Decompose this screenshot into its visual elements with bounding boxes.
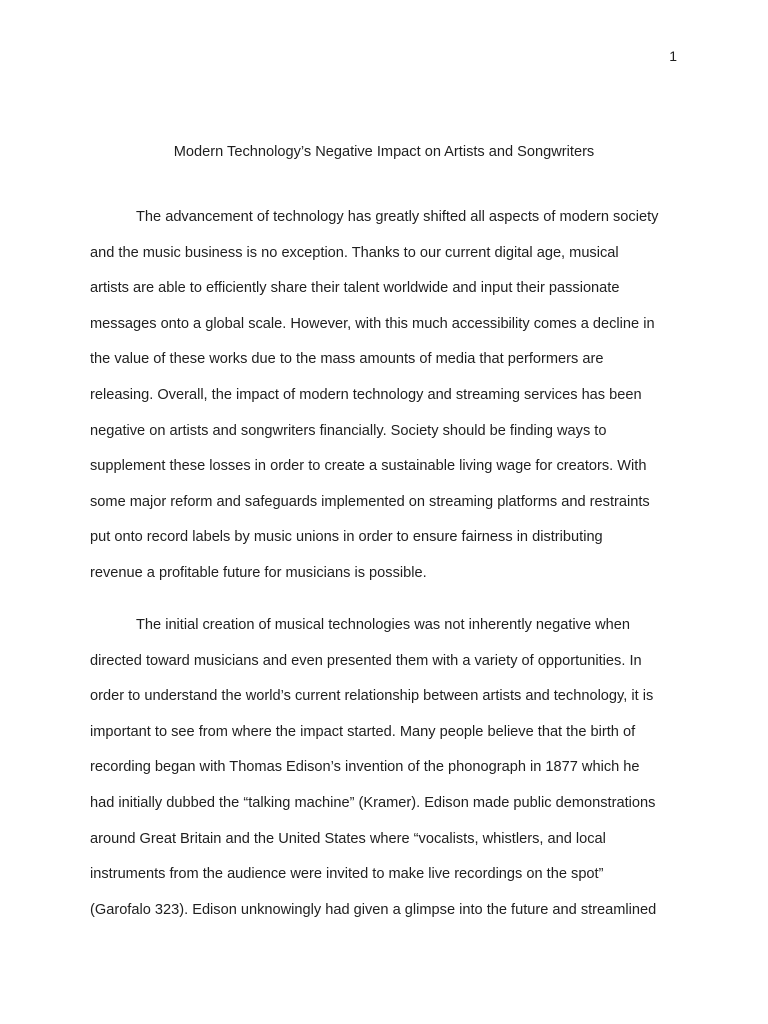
paragraph-line: some major reform and safeguards implemented on streaming platforms and restraints [90,493,650,510]
paragraph-line: instruments from the audience were invited to make live recordings on the spot” [90,866,604,883]
paragraph-line: revenue a profitable future for musicians is possible. [90,564,427,581]
paragraph-line: The advancement of technology has greatly shifted all aspects of modern society [136,209,659,225]
paragraph-line: had initially dubbed the “talking machine” (Kramer). Edison made public demonstrations [90,794,656,811]
paragraph-line: (Garofalo 323). Edison unknowingly had given a glimpse into the future and streamlined [90,901,657,918]
paragraph-1 [90,207,690,599]
paragraph-line: supplement these losses in order to create a sustainable living wage for creators. With [90,458,647,475]
paragraph-line: releasing. Overall, the impact of modern technology and streaming services has been [90,386,642,403]
paragraph-line: the value of these works due to the mass amounts of media that performers are [90,351,604,368]
paragraph-line: put onto record labels by music unions in order to ensure fairness in distributing [90,529,603,546]
document-title: Modern Technology’s Negative Impact on Artists and Songwriters [173,144,595,160]
paragraph-line: and the music business is no exception. Thanks to our current digital age, musical [90,244,619,261]
paragraph-line: messages onto a global scale. However, with this much accessibility comes a decline in [90,315,655,332]
paragraph-line: negative on artists and songwriters financially. Society should be finding ways to [90,422,607,439]
page-number: 1 [669,48,677,64]
paragraph-line: order to understand the world’s current relationship between artists and technology, it is [90,688,654,705]
paragraph-line: around Great Britain and the United States where “vocalists, whistlers, and local [90,830,606,847]
paragraph-line: The initial creation of musical technologies was not inherently negative when [136,617,631,633]
paragraph-line: artists are able to efficiently share their talent worldwide and input their passionate [90,280,620,297]
paragraph-line: directed toward musicians and even presented them with a variety of opportunities. In [90,652,642,669]
paragraph-2 [90,615,690,935]
paragraph-line: recording began with Thomas Edison’s invention of the phonograph in 1877 which he [90,759,640,776]
paragraph-line: important to see from where the impact started. Many people believe that the birth of [90,723,636,740]
